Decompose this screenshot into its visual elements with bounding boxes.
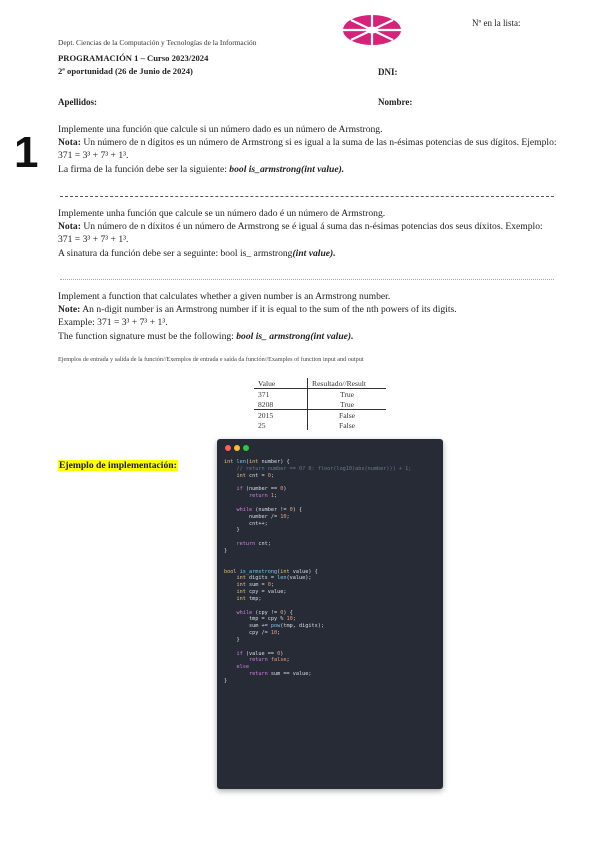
note-text-en: An n-digit number is an Armstrong number if it is equal to the sum of the nth powers of its digits. [82,304,457,316]
table-cell-result: False [308,410,387,421]
code-line: return sum == value; [249,671,312,678]
code-line: if (value == 0) [236,650,284,657]
sig-text-en: The function signature must be the following: [58,330,237,342]
table-cell-result: False [338,420,356,430]
list-number-label: Nº en la lista: [472,18,521,28]
sig-text-gl: A sinatura da función debe ser a seguinte: bool is_ armstrong [58,247,293,259]
examples-table [254,378,386,430]
sig-code-en: bool is_ armstrong(int value). [236,330,354,342]
code-line: if (number == 0) [236,486,287,493]
code-line [224,480,439,487]
dni-label: DNI: [378,67,398,77]
code-line: tmp = cpy % 10; [224,616,296,623]
code-line [224,500,439,507]
code-line: while (number != 0) { [236,506,303,513]
question-number: 1 [14,128,39,177]
code-window [217,439,443,789]
sig-code-gl: (int value). [292,247,336,259]
code-line: } [224,678,228,684]
table-header-value: Value [254,378,308,389]
code-line: bool is_armstrong(int value) { [224,568,318,575]
code-line: int cpy = value; [236,589,287,596]
statement-es-signature [58,163,558,176]
code-line [224,555,439,562]
code-line: cnt++; [224,520,268,527]
code-line: return false; [249,657,290,664]
code-line [224,534,439,541]
code-line: // return number == 0? 0: floor(log10(abs(number))) + 1; [236,465,412,472]
window-minimize-dot [234,445,240,451]
divider-gl-en [60,279,554,280]
note-text-gl: Un número de n díxitos é un número de Armstrong se é igual á suma das n-ésimas potencias dos seus díxitos. Exemplo: 371 = 3³ + 7³ + 1³. [58,221,543,246]
statement-en-note [58,303,563,316]
code-line [224,644,439,651]
statement-gl [58,207,558,260]
department-line: Dept. Ciencias de la Computación y Tecnologías de la Información [58,38,257,47]
code-line: } [224,527,240,534]
sig-text-es: La firma de la función debe ser la siguiente: [58,163,230,175]
code-line: number /= 10; [224,513,290,520]
note-label-en: Note: [58,304,81,316]
code-line: else [236,664,249,671]
table-cell-result: True [339,389,355,399]
table-cell-result: True [339,399,355,409]
table-row [254,399,386,410]
statement-en-signature [58,330,563,343]
statement-en-line1: Implement a function that calculates whether a given number is an Armstrong number. [58,291,391,302]
code-line: int cnt = 0; [236,472,274,479]
table-row [254,410,386,421]
name-label: Nombre: [378,97,413,107]
course-line: PROGRAMACIÓN 1 – Curso 2023/2024 [58,53,209,63]
table-row [254,420,386,430]
statement-en [58,290,563,343]
code-line: cpy /= 10; [224,630,281,637]
session-line: 2ª oportunidad (26 de Junio de 2024) [58,66,193,76]
code-line: while (cpy != 0) { [236,609,293,616]
implementation-label [58,455,178,473]
surname-label: Apellidos: [58,97,98,107]
divider-es-gl [60,196,554,197]
statement-es [58,123,558,176]
note-text-es: Un número de n dígitos es un número de Armstrong si es igual a la suma de las n-ésimas potencias de sus dígitos. Ejemplo: 371 = 3³ + 7³ + 1³. [58,137,557,162]
code-line: sum += pow(tmp, digits); [224,623,324,630]
code-line [224,562,439,569]
examples-caption: Ejemplos de entrada y salida de la función//Exemplos de entrada e saída da función//Examples of function input and output [58,356,364,363]
table-header-result: Resultado//Result [308,378,387,389]
code-line: int tmp; [236,595,262,602]
university-logo [341,12,403,48]
code-line: int sum = 0; [236,582,274,589]
table-cell-value: 2015 [254,410,308,421]
code-line: } [224,547,228,554]
table-cell-value: 8208 [254,399,308,410]
note-label-es: Nota: [58,137,81,149]
code-line: return 1; [249,493,278,500]
code-body [224,459,439,685]
code-line: int len(int number) { [224,459,290,465]
statement-es-note [58,136,558,162]
code-line: return cnt; [236,541,271,548]
sig-code-es: bool is_armstrong(int value). [229,163,345,175]
table-cell-value: 371 [254,389,308,400]
window-maximize-dot [243,445,249,451]
statement-gl-line1: Implemente unha función que calcule se un número dado é un número de Armstrong. [58,208,386,219]
implementation-label-text: Ejemplo de implementación: [59,460,177,471]
statement-gl-note [58,220,558,246]
window-close-dot [225,445,231,451]
statement-gl-signature [58,247,558,260]
table-row [254,389,386,400]
note-label-gl: Nota: [58,221,81,233]
table-cell-value: 25 [254,420,308,430]
statement-en-example: Example: 371 = 3³ + 7³ + 1³. [58,317,168,329]
statement-es-line1: Implemente una función que calcule si un número dado es un número de Armstrong. [58,124,383,135]
code-line: int digits = len(value); [236,575,312,582]
code-line: } [224,636,240,643]
table-header-row [254,378,386,389]
code-line [224,603,439,610]
